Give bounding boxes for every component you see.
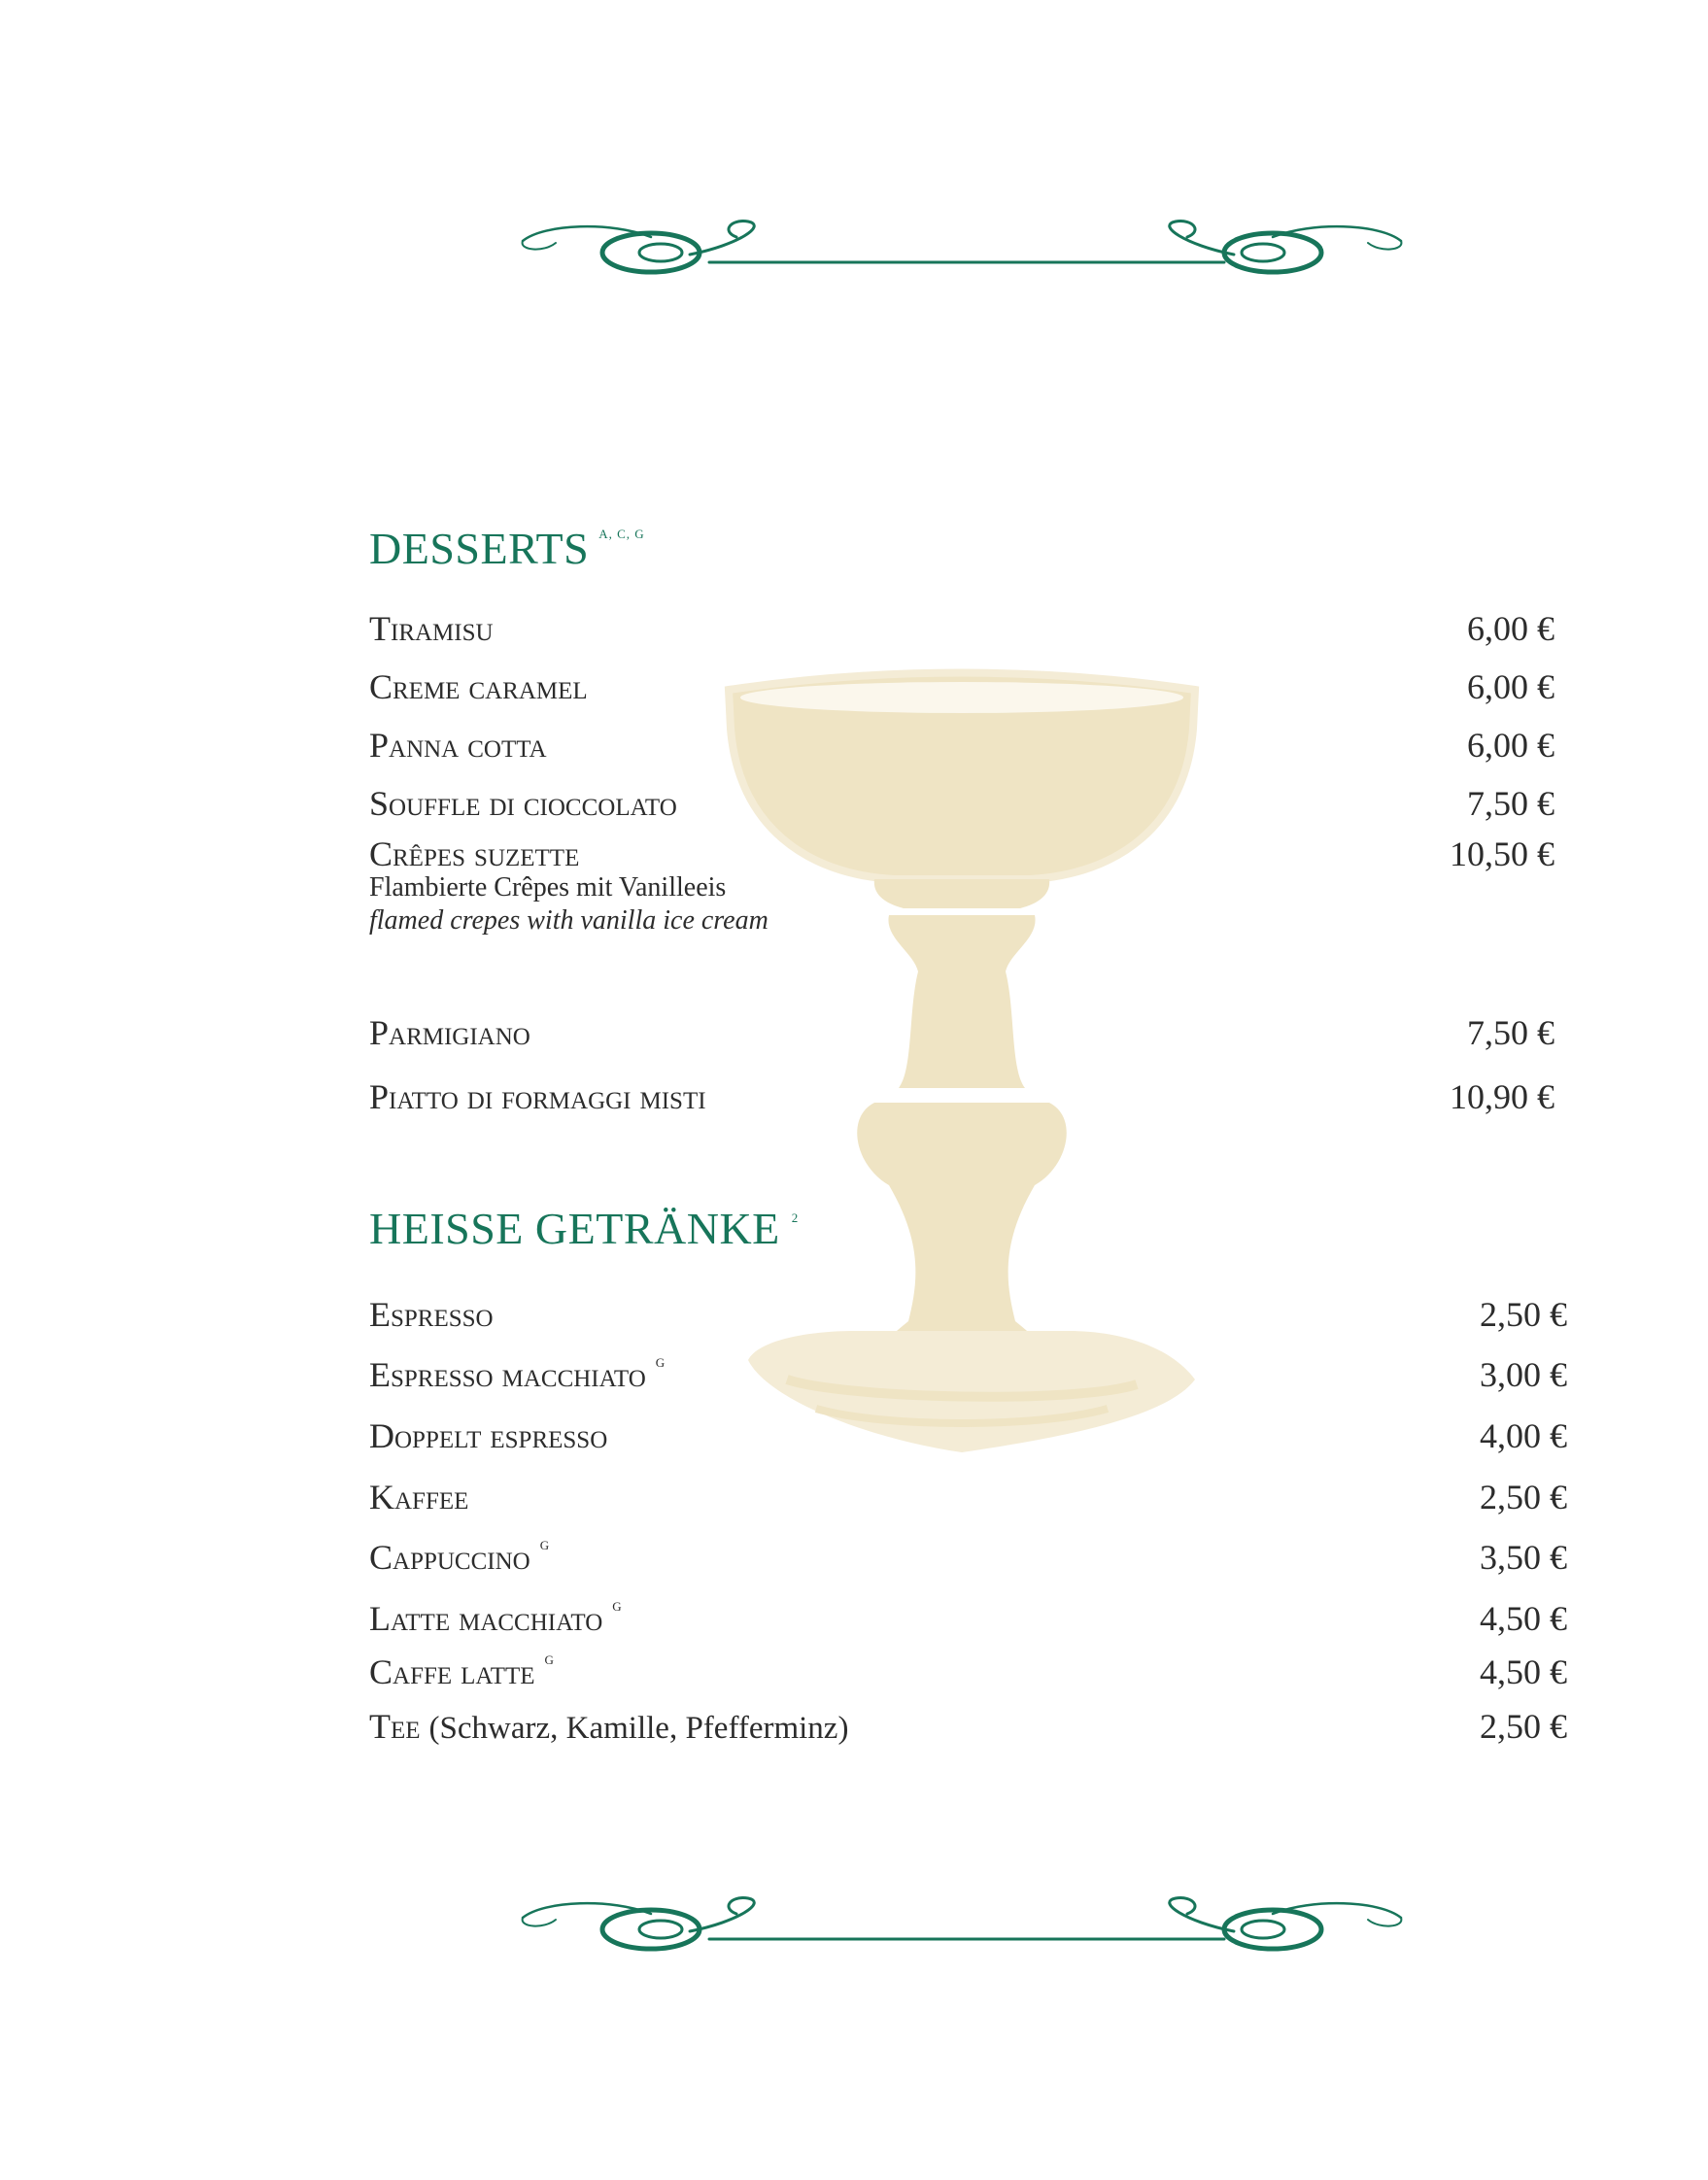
item-price: 6,00 € [1467,609,1554,648]
item-name: Kaffee [369,1478,469,1516]
item-price: 4,50 € [1480,1599,1567,1638]
allergen-note: 2 [791,1210,800,1225]
item-name: Parmigiano [369,1013,530,1052]
item-description-de: Flambierte Crêpes mit Vanilleeis [369,872,727,903]
item-name: Cappuccino $^G$ [369,1538,550,1577]
item-description-en: flamed crepes with vanilla ice cream [369,905,769,936]
item-name: Souffle di cioccolato [369,784,677,823]
item-price: 2,50 € [1480,1478,1567,1516]
item-name: Crêpes suzette [369,835,580,873]
allergen-mark: G [544,1652,554,1667]
item-price: 7,50 € [1467,784,1554,823]
item-name: Caffe latte $^G$ [369,1652,554,1691]
item-name: Espresso macchiato $^G$ [369,1355,666,1394]
section-title-desserts: DESSERTS $^{A, C, G}$ [369,524,645,573]
item-price: 4,00 € [1480,1416,1567,1455]
section-title-hot-drinks: HEISSE GETRÄNKE $^2$ [369,1204,800,1253]
item-name: Tee (Schwarz, Kamille, Pfefferminz) [369,1707,849,1746]
item-name: Doppelt espresso [369,1416,608,1455]
item-name: Piatto di formaggi misti [369,1077,706,1116]
scroll-flourish-ornament-bottom [515,1892,1409,1960]
allergen-mark: G [612,1599,622,1614]
item-price: 2,50 € [1480,1707,1567,1746]
allergen-mark: G [539,1538,550,1552]
item-price: 10,90 € [1450,1077,1554,1116]
allergen-note: A, C, G [598,527,645,541]
allergen-mark: G [655,1355,666,1370]
item-price: 2,50 € [1480,1295,1567,1334]
item-price: 6,00 € [1467,726,1554,765]
item-name: Latte macchiato $^G$ [369,1599,622,1638]
item-price: 3,00 € [1480,1355,1567,1394]
item-price: 4,50 € [1480,1652,1567,1691]
item-name: Creme caramel [369,667,588,706]
item-name: Espresso [369,1295,494,1334]
item-price: 6,00 € [1467,667,1554,706]
item-price: 3,50 € [1480,1538,1567,1577]
dessert-glass-illustration [709,661,1214,1496]
item-name: Panna cotta [369,726,547,765]
item-name: Tiramisu [369,609,494,648]
scroll-flourish-ornament-top [515,216,1409,284]
item-price: 10,50 € [1450,835,1554,873]
item-detail: (Schwarz, Kamille, Pfefferminz) [428,1711,849,1746]
item-price: 7,50 € [1467,1013,1554,1052]
